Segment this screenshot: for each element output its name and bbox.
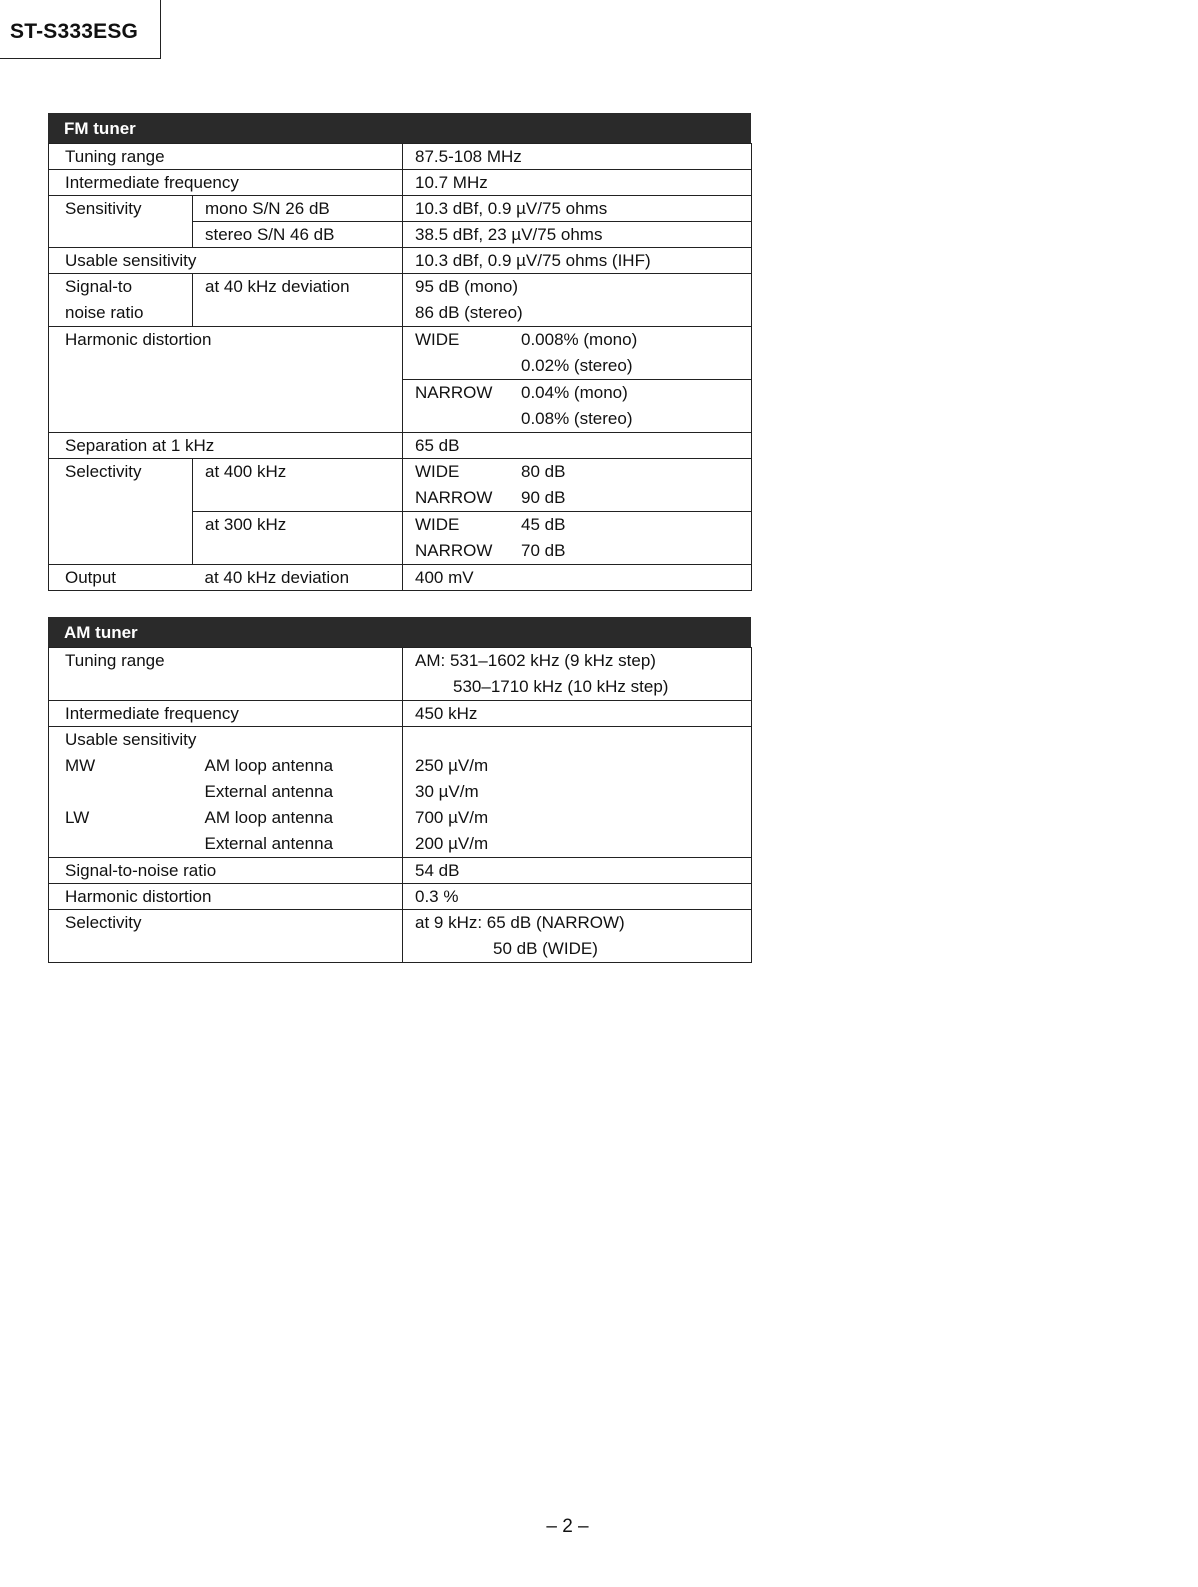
spec-value-line: 200 µV/m xyxy=(415,834,489,853)
mode-label: WIDE xyxy=(415,462,460,481)
antenna-label: AM loop antenna xyxy=(204,756,334,775)
mode-label: NARROW xyxy=(415,541,493,560)
spec-label: Tuning range xyxy=(49,648,403,701)
spec-label: Harmonic distortion xyxy=(49,327,403,433)
fm-row-selectivity-400 xyxy=(49,459,752,512)
spec-value: 10.3 dBf, 0.9 µV/75 ohms xyxy=(403,196,752,222)
spec-label-line: Signal-to xyxy=(65,277,133,296)
spec-condition-line: at 40 kHz deviation xyxy=(205,277,350,296)
spec-value-line: 30 µV/m xyxy=(415,782,479,801)
spec-condition: stereo S/N 46 dB xyxy=(193,222,403,248)
spec-label: Intermediate frequency xyxy=(49,701,403,727)
spec-label: Separation at 1 kHz xyxy=(49,433,403,459)
fm-row-thd-wide xyxy=(49,327,752,380)
spec-condition: at 400 kHz xyxy=(193,459,403,512)
spec-value-line: 95 dB (mono) xyxy=(415,277,518,296)
spec-value: 450 kHz xyxy=(403,701,752,727)
spec-label: Intermediate frequency xyxy=(49,170,403,196)
spec-value: 87.5-108 MHz xyxy=(403,144,752,170)
spec-value-line: AM: 531–1602 kHz (9 kHz step) xyxy=(415,651,656,670)
spec-condition: at 300 kHz xyxy=(193,512,403,565)
fm-row-if xyxy=(49,170,752,196)
fm-spec-table xyxy=(48,143,752,591)
fm-row-output xyxy=(49,565,752,591)
spec-value: 400 mV xyxy=(403,565,752,591)
am-row-selectivity xyxy=(49,910,752,963)
spec-value: 38.5 dBf, 23 µV/75 ohms xyxy=(403,222,752,248)
spec-label: Tuning range xyxy=(49,144,403,170)
am-row-if xyxy=(49,701,752,727)
spec-value: 0.3 % xyxy=(403,884,752,910)
am-tuner-section xyxy=(48,617,751,963)
spec-value xyxy=(403,274,752,327)
page-number: – 2 – xyxy=(546,1516,589,1537)
spec-value-line: 50 dB (WIDE) xyxy=(493,939,598,958)
spec-label: Harmonic distortion xyxy=(49,884,403,910)
fm-row-usable-sensitivity xyxy=(49,248,752,274)
spec-label: Sensitivity xyxy=(49,196,193,248)
spec-condition xyxy=(193,727,403,858)
mode-value: 45 dB xyxy=(521,515,566,534)
mode-value: 70 dB xyxy=(521,541,566,560)
am-row-thd xyxy=(49,884,752,910)
spec-label: Output xyxy=(49,565,193,591)
mode-label: NARROW xyxy=(415,488,493,507)
mode-value: 0.04% (mono) xyxy=(521,383,628,402)
band-label: MW xyxy=(65,756,96,775)
am-tuner-title: AM tuner xyxy=(48,617,751,647)
fm-row-tuning-range xyxy=(49,144,752,170)
spec-value xyxy=(403,648,752,701)
fm-tuner-title: FM tuner xyxy=(48,113,751,143)
model-number: ST-S333ESG xyxy=(10,20,139,43)
spec-value: 10.3 dBf, 0.9 µV/75 ohms (IHF) xyxy=(403,248,752,274)
spec-label xyxy=(49,274,193,327)
spec-value-line: 700 µV/m xyxy=(415,808,489,827)
spec-condition: mono S/N 26 dB xyxy=(193,196,403,222)
spec-label-line: noise ratio xyxy=(65,303,144,322)
antenna-label: External antenna xyxy=(204,782,334,801)
mode-label: NARROW xyxy=(415,383,493,402)
mode-value: 0.02% (stereo) xyxy=(521,356,633,375)
spec-value: 65 dB xyxy=(403,433,752,459)
spec-label: Signal-to-noise ratio xyxy=(49,858,403,884)
spec-value: 54 dB xyxy=(403,858,752,884)
spec-value-line: 86 dB (stereo) xyxy=(415,303,523,322)
antenna-label: AM loop antenna xyxy=(204,808,334,827)
mode-value: 0.008% (mono) xyxy=(521,330,638,349)
am-spec-table xyxy=(48,647,752,963)
am-row-snr xyxy=(49,858,752,884)
mode-value: 0.08% (stereo) xyxy=(521,409,633,428)
spec-label: Usable sensitivity xyxy=(49,248,403,274)
spec-label-line: Usable sensitivity xyxy=(65,730,197,749)
am-row-tuning-range xyxy=(49,648,752,701)
spec-value xyxy=(403,512,752,565)
fm-row-separation xyxy=(49,433,752,459)
am-row-usable-sensitivity xyxy=(49,727,752,858)
mode-value: 90 dB xyxy=(521,488,566,507)
spec-value xyxy=(403,727,752,858)
band-label: LW xyxy=(65,808,90,827)
mode-label: WIDE xyxy=(415,330,460,349)
spec-value-line: 250 µV/m xyxy=(415,756,489,775)
fm-tuner-section xyxy=(48,113,751,591)
spec-label: Selectivity xyxy=(49,910,403,963)
spec-value-line: at 9 kHz: 65 dB (NARROW) xyxy=(415,913,625,932)
model-header-box xyxy=(0,0,161,59)
spec-value: 10.7 MHz xyxy=(403,170,752,196)
spec-condition xyxy=(193,274,403,327)
spec-label xyxy=(49,727,197,858)
mode-label: WIDE xyxy=(415,515,460,534)
fm-row-sensitivity-mono xyxy=(49,196,752,222)
spec-value-line: 530–1710 kHz (10 kHz step) xyxy=(453,677,669,696)
spec-label: Selectivity xyxy=(49,459,193,565)
mode-value: 80 dB xyxy=(521,462,566,481)
antenna-label: External antenna xyxy=(204,834,334,853)
spec-value xyxy=(403,327,752,380)
spec-value xyxy=(403,910,752,963)
fm-row-snr xyxy=(49,274,752,327)
spec-value xyxy=(403,459,752,512)
spec-value xyxy=(403,380,752,433)
spec-condition: at 40 kHz deviation xyxy=(193,565,403,591)
